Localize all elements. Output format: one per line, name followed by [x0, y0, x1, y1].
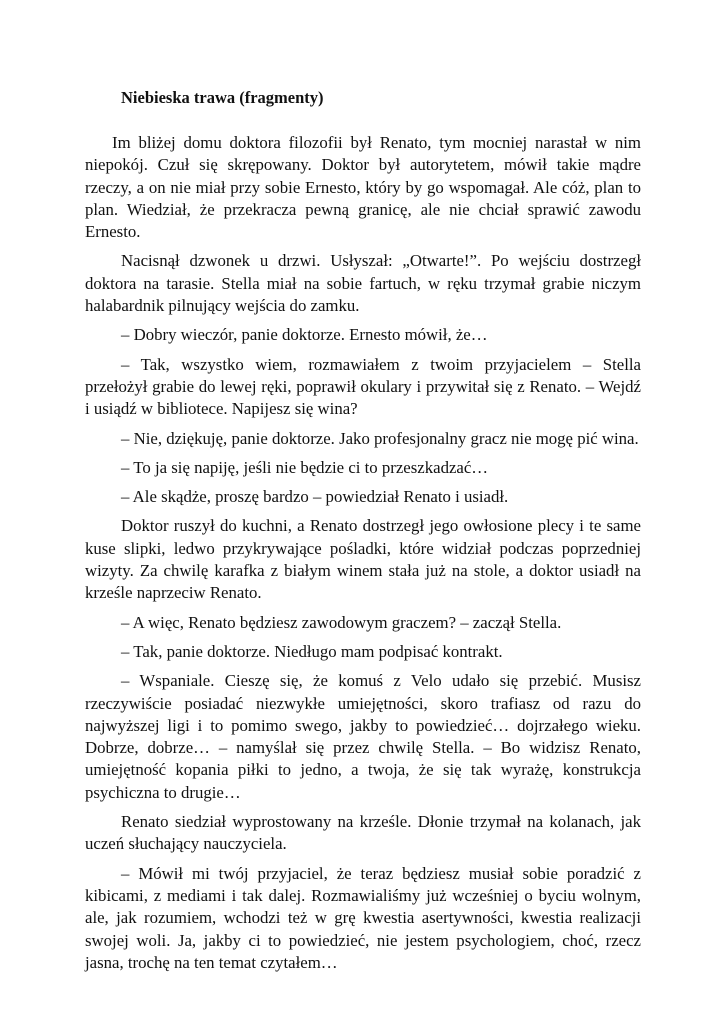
paragraph: – To ja się napiję, jeśli nie będzie ci to przeszkadzać… — [121, 457, 489, 477]
paragraph: – Mówił mi twój przyjaciel, że teraz będziesz musiał sobie poradzić z kibicami, z mediami i tak dalej. Rozmawialiśmy już wcześniej o byciu wolnym, ale, jak rozumiem, wchodzi też w grę kwestia asertywności, kwestia realizacji swojej woli. Ja, jakby ci to powiedzieć, nie jestem psychologiem, choć, rzecz jasna, trochę na ten temat czytałem… — [85, 863, 641, 972]
document-body — [85, 132, 641, 981]
paragraph: Im bliżej domu doktora filozofii był Renato, tym mocniej narastał w nim niepokój. Czuł się skrępowany. Doktor był autorytetem, mówił takie mądre rzeczy, a on nie miał przy sobie Ernesto, który by go wspomagał. Ale cóż, plan to plan. Wiedział, że przekracza pewną granicę, ale nie chciał sprawić zawodu Ernesto. — [85, 133, 641, 242]
paragraph: – Tak, panie doktorze. Niedługo mam podpisać kontrakt. — [121, 641, 503, 661]
document-title: Niebieska trawa (fragmenty) — [121, 88, 324, 107]
paragraph: Renato siedział wyprostowany na krześle. Dłonie trzymał na kolanach, jak uczeń słuchający nauczyciela. — [85, 812, 641, 854]
paragraph: – Ale skądże, proszę bardzo – powiedział Renato i usiadł. — [121, 487, 509, 507]
paragraph: Doktor ruszył do kuchni, a Renato dostrzegł jego owłosione plecy i te same kuse slipki, ledwo przykrywające pośladki, które widział podczas poprzedniej wizyty. Za chwilę karafka z białym winem stała już na stole, a doktor usiadł na krześle naprzeciw Renato. — [85, 516, 641, 603]
paragraph: – A więc, Renato będziesz zawodowym graczem? – zaczął Stella. — [121, 612, 562, 632]
paragraph: Nacisnął dzwonek u drzwi. Usłyszał: „Otwarte!”. Po wejściu dostrzegł doktora na tarasie. Stella miał na sobie fartuch, w ręku trzymał grabie niczym halabardnik pilnujący wejścia do zamku. — [85, 251, 641, 316]
paragraph: – Wspaniale. Cieszę się, że komuś z Velo udało się przebić. Musisz rzeczywiście posiadać niezwykłe umiejętności, skoro trafiasz od razu do najwyższej ligi i to pomimo swego, jakby to powiedzieć… dojrzałego wieku. Dobrze, dobrze… – namyślał się przez chwilę Stella. – Bo widzisz Renato, umiejętność kopania piłki to jedno, a twoja, że się tak wyrażę, konstrukcja psychiczna to drugie… — [85, 671, 641, 802]
paragraph: – Nie, dziękuję, panie doktorze. Jako profesjonalny gracz nie mogę pić wina. — [121, 428, 639, 448]
paragraph: – Dobry wieczór, panie doktorze. Ernesto mówił, że… — [121, 325, 488, 345]
paragraph: – Tak, wszystko wiem, rozmawiałem z twoim przyjacielem – Stella przełożył grabie do lewej ręki, poprawił okulary i przywitał się z Renato. – Wejdź i usiądź w bibliotece. Napijesz się wina? — [85, 354, 641, 419]
